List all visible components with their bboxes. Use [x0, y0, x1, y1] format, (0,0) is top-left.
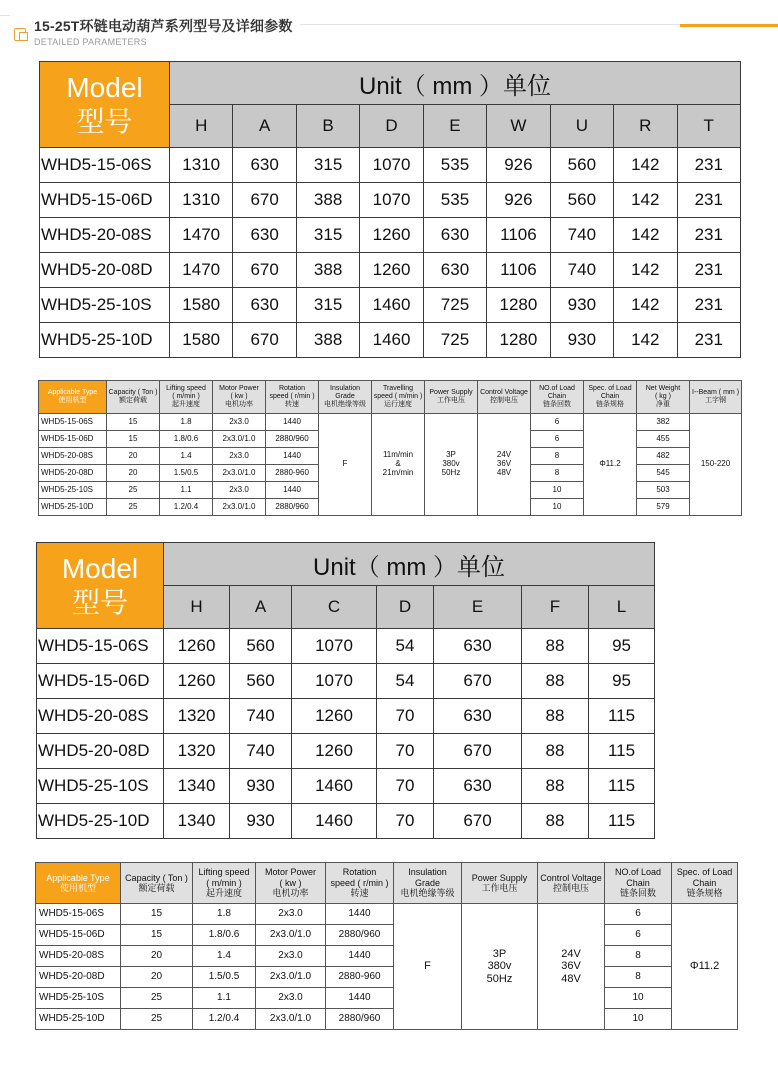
insulation-cell: F	[394, 904, 462, 1030]
net-weight-cell: 503	[637, 482, 690, 499]
motor-power-cell: 2x3.0	[256, 904, 326, 925]
dimension-cell: 1580	[170, 323, 233, 358]
lifting-speed-cell: 1.8	[193, 904, 256, 925]
lifting-speed-cell: 1.4	[193, 946, 256, 967]
model-name-cell: WHD5-20-08D	[37, 734, 164, 769]
chain-spec-cell: Φ11.2	[584, 414, 637, 516]
dimension-cell: 1470	[170, 253, 233, 288]
dimension-cell: 725	[423, 323, 486, 358]
dimension-cell: 54	[377, 664, 434, 699]
dimension-cell: 1070	[360, 148, 423, 183]
chain-count-cell: 8	[605, 946, 672, 967]
dimension-cell: 88	[522, 629, 589, 664]
rotation-speed-cell: 2880/960	[266, 431, 319, 448]
model-name-cell: WHD5-15-06D	[37, 664, 164, 699]
column-header-w: W	[487, 105, 550, 148]
dimension-table-2	[36, 542, 655, 839]
header-row	[37, 543, 655, 586]
chain-count-cell: 6	[605, 904, 672, 925]
table-row	[37, 629, 655, 664]
rotation-speed-cell: 1440	[326, 946, 394, 967]
chain-count-cell: 10	[605, 1009, 672, 1030]
spec-row	[36, 988, 738, 1009]
dimension-cell: 1460	[292, 769, 377, 804]
dimension-cell: 740	[550, 218, 613, 253]
dimension-cell: 670	[434, 804, 522, 839]
lifting-speed-cell: 1.5/0.5	[193, 967, 256, 988]
model-name-cell: WHD5-20-08D	[36, 967, 121, 988]
chain-count-cell: 10	[531, 482, 584, 499]
model-name-cell: WHD5-20-08D	[40, 253, 170, 288]
dimension-cell: 231	[677, 323, 741, 358]
capacity-cell: 15	[107, 431, 160, 448]
table-row	[40, 288, 741, 323]
dimension-cell: 630	[434, 699, 522, 734]
model-name-cell: WHD5-25-10D	[36, 1009, 121, 1030]
spec-header-cell: Lifting speed ( m/min ) 起升速度	[193, 863, 256, 904]
model-name-cell: WHD5-15-06D	[39, 431, 107, 448]
dimension-cell: 142	[614, 183, 677, 218]
spec-row	[36, 946, 738, 967]
dimension-cell: 1260	[292, 734, 377, 769]
spec-table-1	[38, 380, 742, 516]
header-rule-left	[0, 15, 10, 16]
dimension-cell: 142	[614, 288, 677, 323]
spec-header-cell: Capacity ( Ton ) 额定荷载	[107, 381, 160, 414]
dimension-cell: 1260	[360, 253, 423, 288]
motor-power-cell: 2x3.0	[256, 988, 326, 1009]
rotation-speed-cell: 2880/960	[326, 1009, 394, 1030]
dimension-cell: 54	[377, 629, 434, 664]
dimension-cell: 670	[233, 323, 296, 358]
lifting-speed-cell: 1.1	[193, 988, 256, 1009]
model-header-cell	[40, 62, 170, 148]
column-header-b: B	[296, 105, 359, 148]
model-name-cell: WHD5-25-10S	[37, 769, 164, 804]
model-name-cell: WHD5-25-10D	[40, 323, 170, 358]
dimension-cell: 1280	[487, 288, 550, 323]
model-name-cell: WHD5-15-06D	[40, 183, 170, 218]
dimension-cell: 630	[233, 218, 296, 253]
dimension-cell: 115	[589, 804, 655, 839]
rotation-speed-cell: 2880/960	[326, 925, 394, 946]
dimension-cell: 1580	[170, 288, 233, 323]
spec-header-cell: Insulation Grade 电机绝缘等级	[319, 381, 372, 414]
model-name-cell: WHD5-20-08S	[39, 448, 107, 465]
motor-power-cell: 2x3.0/1.0	[213, 499, 266, 516]
insulation-cell: F	[319, 414, 372, 516]
spec-header-cell: Motor Power ( kw ) 电机功率	[213, 381, 266, 414]
model-name-cell: WHD5-20-08S	[36, 946, 121, 967]
model-name-cell: WHD5-25-10D	[39, 499, 107, 516]
dimension-cell: 1070	[360, 183, 423, 218]
dimension-cell: 630	[423, 218, 486, 253]
column-header-e: E	[423, 105, 486, 148]
lifting-speed-cell: 1.2/0.4	[160, 499, 213, 516]
model-name-cell: WHD5-15-06D	[36, 925, 121, 946]
dimension-cell: 142	[614, 323, 677, 358]
model-name-cell: WHD5-15-06S	[40, 148, 170, 183]
header-accent-bar	[680, 24, 778, 27]
spec-header-cell: Control Voltage 控制电压	[478, 381, 531, 414]
spec-header-cell: Power Supply 工作电压	[425, 381, 478, 414]
control-voltage-cell: 24V 36V 48V	[478, 414, 531, 516]
dimension-cell: 930	[550, 288, 613, 323]
lifting-speed-cell: 1.2/0.4	[193, 1009, 256, 1030]
dimension-cell: 231	[677, 253, 741, 288]
dimension-cell: 670	[233, 183, 296, 218]
dimension-cell: 670	[434, 734, 522, 769]
chain-count-cell: 8	[531, 465, 584, 482]
dimension-cell: 1320	[164, 699, 230, 734]
dimension-cell: 95	[589, 629, 655, 664]
dimension-cell: 88	[522, 734, 589, 769]
spec-header-cell: Power Supply 工作电压	[462, 863, 538, 904]
dimension-cell: 630	[423, 253, 486, 288]
dimension-cell: 560	[550, 183, 613, 218]
table-row	[40, 253, 741, 288]
section-title: 15-25T环链电动葫芦系列型号及详细参数	[34, 18, 293, 34]
power-supply-cell: 3P 380v 50Hz	[425, 414, 478, 516]
table-row	[37, 769, 655, 804]
dimension-cell: 70	[377, 769, 434, 804]
chain-count-cell: 10	[605, 988, 672, 1009]
dimension-cell: 142	[614, 253, 677, 288]
spec-table-2	[35, 862, 738, 1030]
capacity-cell: 25	[121, 988, 193, 1009]
capacity-cell: 25	[107, 482, 160, 499]
net-weight-cell: 382	[637, 414, 690, 431]
lifting-speed-cell: 1.5/0.5	[160, 465, 213, 482]
lifting-speed-cell: 1.8/0.6	[193, 925, 256, 946]
dimension-cell: 930	[230, 769, 292, 804]
motor-power-cell: 2x3.0	[213, 482, 266, 499]
section-subtitle: DETAILED PARAMETERS	[34, 37, 147, 47]
column-header-t: T	[677, 105, 741, 148]
dimension-cell: 88	[522, 769, 589, 804]
capacity-cell: 25	[121, 1009, 193, 1030]
control-voltage-cell: 24V 36V 48V	[538, 904, 605, 1030]
motor-power-cell: 2x3.0/1.0	[256, 1009, 326, 1030]
dimension-cell: 1260	[292, 699, 377, 734]
dimension-cell: 142	[614, 148, 677, 183]
dimension-cell: 1280	[487, 323, 550, 358]
net-weight-cell: 579	[637, 499, 690, 516]
dimension-cell: 388	[296, 323, 359, 358]
model-label-cn: 型号	[76, 105, 133, 137]
spec-header-cell: NO.of Load Chain 链条回数	[605, 863, 672, 904]
document-icon	[14, 28, 26, 41]
table-row	[37, 664, 655, 699]
rotation-speed-cell: 1440	[266, 448, 319, 465]
dimension-cell: 88	[522, 699, 589, 734]
column-header-h: H	[164, 586, 230, 629]
dimension-cell: 88	[522, 804, 589, 839]
dimension-cell: 1106	[487, 218, 550, 253]
net-weight-cell: 455	[637, 431, 690, 448]
capacity-cell: 20	[121, 967, 193, 988]
model-label-en: Model	[66, 71, 143, 103]
spec-row	[36, 904, 738, 925]
net-weight-cell: 482	[637, 448, 690, 465]
dimension-cell: 70	[377, 734, 434, 769]
dimension-table-1	[39, 61, 741, 358]
spec-header-cell: Rotation speed ( r/min ) 转速	[266, 381, 319, 414]
dimension-cell: 315	[296, 288, 359, 323]
dimension-cell: 231	[677, 288, 741, 323]
rotation-speed-cell: 2880-960	[266, 465, 319, 482]
dimension-cell: 1260	[164, 664, 230, 699]
dimension-cell: 1460	[360, 323, 423, 358]
dimension-cell: 930	[230, 804, 292, 839]
dimension-cell: 630	[434, 769, 522, 804]
chain-count-cell: 6	[531, 414, 584, 431]
spec-row	[39, 414, 742, 431]
header-rule	[300, 24, 680, 25]
dimension-cell: 630	[233, 288, 296, 323]
rotation-speed-cell: 1440	[326, 904, 394, 925]
dimension-cell: 1260	[164, 629, 230, 664]
capacity-cell: 20	[107, 465, 160, 482]
dimension-cell: 1320	[164, 734, 230, 769]
spec-header-cell: Applicable Type 使用机型	[36, 863, 121, 904]
model-name-cell: WHD5-15-06S	[39, 414, 107, 431]
chain-count-cell: 8	[531, 448, 584, 465]
dimension-cell: 88	[522, 664, 589, 699]
motor-power-cell: 2x3.0/1.0	[256, 967, 326, 988]
dimension-cell: 95	[589, 664, 655, 699]
dimension-cell: 1460	[360, 288, 423, 323]
dimension-cell: 231	[677, 183, 741, 218]
column-header-l: L	[589, 586, 655, 629]
model-name-cell: WHD5-20-08S	[37, 699, 164, 734]
dimension-cell: 1310	[170, 183, 233, 218]
unit-header-cell: Unit（ mm ）单位	[170, 62, 741, 105]
dimension-cell: 315	[296, 218, 359, 253]
rotation-speed-cell: 1440	[326, 988, 394, 1009]
column-header-a: A	[233, 105, 296, 148]
capacity-cell: 15	[121, 925, 193, 946]
header-row	[40, 62, 741, 105]
capacity-cell: 20	[107, 448, 160, 465]
spec-header-cell: Control Voltage 控制电压	[538, 863, 605, 904]
column-header-r: R	[614, 105, 677, 148]
dimension-cell: 670	[434, 664, 522, 699]
column-header-e: E	[434, 586, 522, 629]
dimension-cell: 560	[230, 629, 292, 664]
chain-count-cell: 6	[605, 925, 672, 946]
section-header	[0, 0, 778, 56]
model-name-cell: WHD5-15-06S	[36, 904, 121, 925]
lifting-speed-cell: 1.8	[160, 414, 213, 431]
chain-count-cell: 10	[531, 499, 584, 516]
capacity-cell: 20	[121, 946, 193, 967]
motor-power-cell: 2x3.0/1.0	[213, 431, 266, 448]
power-supply-cell: 3P 380v 50Hz	[462, 904, 538, 1030]
dimension-cell: 670	[233, 253, 296, 288]
spec-header-cell: Applicable Type 使用机型	[39, 381, 107, 414]
table-row	[37, 734, 655, 769]
column-header-u: U	[550, 105, 613, 148]
travel-speed-cell: 11m/min & 21m/min	[372, 414, 425, 516]
dimension-cell: 560	[550, 148, 613, 183]
dimension-cell: 930	[550, 323, 613, 358]
spec-header-cell: Rotation speed ( r/min ) 转速	[326, 863, 394, 904]
table-row	[40, 148, 741, 183]
model-header-cell	[37, 543, 164, 629]
spec-header-cell: Capacity ( Ton ) 额定荷载	[121, 863, 193, 904]
dimension-cell: 115	[589, 769, 655, 804]
dimension-cell: 388	[296, 253, 359, 288]
dimension-cell: 740	[550, 253, 613, 288]
dimension-cell: 926	[487, 183, 550, 218]
dimension-cell: 1470	[170, 218, 233, 253]
rotation-speed-cell: 1440	[266, 482, 319, 499]
motor-power-cell: 2x3.0	[213, 414, 266, 431]
dimension-cell: 231	[677, 218, 741, 253]
spec-header-cell: Spec. of Load Chain 链条规格	[672, 863, 738, 904]
dimension-cell: 1070	[292, 629, 377, 664]
dimension-cell: 535	[423, 183, 486, 218]
dimension-cell: 630	[434, 629, 522, 664]
unit-header-cell: Unit（ mm ）单位	[164, 543, 655, 586]
table-row	[40, 323, 741, 358]
spec-header-cell: Travelling speed ( m/min ) 运行速度	[372, 381, 425, 414]
model-name-cell: WHD5-25-10S	[39, 482, 107, 499]
capacity-cell: 25	[107, 499, 160, 516]
table-row	[37, 804, 655, 839]
dimension-cell: 535	[423, 148, 486, 183]
column-header-d: D	[360, 105, 423, 148]
dimension-cell: 70	[377, 804, 434, 839]
column-header-h: H	[170, 105, 233, 148]
spec-header-cell: I--Beam ( mm ) 工字钢	[690, 381, 742, 414]
spec-header-row	[36, 863, 738, 904]
dimension-cell: 115	[589, 699, 655, 734]
spec-row	[36, 1009, 738, 1030]
spec-header-cell: NO.of Load Chain 链条回数	[531, 381, 584, 414]
spec-row	[36, 967, 738, 988]
model-name-cell: WHD5-20-08D	[39, 465, 107, 482]
motor-power-cell: 2x3.0/1.0	[213, 465, 266, 482]
column-header-f: F	[522, 586, 589, 629]
dimension-cell: 315	[296, 148, 359, 183]
spec-header-cell: Spec. of Load Chain 链条规格	[584, 381, 637, 414]
spec-header-cell: Lifting speed ( m/min ) 起升速度	[160, 381, 213, 414]
dimension-cell: 388	[296, 183, 359, 218]
table-row	[40, 218, 741, 253]
spec-header-cell: Net Weight ( kg ) 净重	[637, 381, 690, 414]
table-row	[37, 699, 655, 734]
rotation-speed-cell: 2880/960	[266, 499, 319, 516]
dimension-cell: 1106	[487, 253, 550, 288]
spec-header-cell: Motor Power ( kw ) 电机功率	[256, 863, 326, 904]
chain-count-cell: 6	[531, 431, 584, 448]
lifting-speed-cell: 1.1	[160, 482, 213, 499]
dimension-cell: 1260	[360, 218, 423, 253]
model-label-en: Model	[61, 552, 139, 584]
motor-power-cell: 2x3.0	[213, 448, 266, 465]
i-beam-cell: 150-220	[690, 414, 742, 516]
rotation-speed-cell: 1440	[266, 414, 319, 431]
dimension-cell: 725	[423, 288, 486, 323]
dimension-cell: 926	[487, 148, 550, 183]
chain-count-cell: 8	[605, 967, 672, 988]
model-name-cell: WHD5-25-10D	[37, 804, 164, 839]
dimension-cell: 1340	[164, 769, 230, 804]
net-weight-cell: 545	[637, 465, 690, 482]
spec-row	[36, 925, 738, 946]
dimension-cell: 142	[614, 218, 677, 253]
lifting-speed-cell: 1.8/0.6	[160, 431, 213, 448]
model-name-cell: WHD5-25-10S	[36, 988, 121, 1009]
dimension-cell: 1460	[292, 804, 377, 839]
dimension-cell: 630	[233, 148, 296, 183]
rotation-speed-cell: 2880-960	[326, 967, 394, 988]
model-name-cell: WHD5-15-06S	[37, 629, 164, 664]
table-row	[40, 183, 741, 218]
model-name-cell: WHD5-25-10S	[40, 288, 170, 323]
column-header-d: D	[377, 586, 434, 629]
dimension-cell: 231	[677, 148, 741, 183]
chain-spec-cell: Φ11.2	[672, 904, 738, 1030]
dimension-cell: 740	[230, 699, 292, 734]
capacity-cell: 15	[121, 904, 193, 925]
model-name-cell: WHD5-20-08S	[40, 218, 170, 253]
dimension-cell: 1310	[170, 148, 233, 183]
model-label-cn: 型号	[71, 586, 128, 618]
capacity-cell: 15	[107, 414, 160, 431]
spec-header-row	[39, 381, 742, 414]
dimension-cell: 1340	[164, 804, 230, 839]
dimension-cell: 740	[230, 734, 292, 769]
column-header-c: C	[292, 586, 377, 629]
column-header-a: A	[230, 586, 292, 629]
spec-header-cell: Insulation Grade 电机绝缘等级	[394, 863, 462, 904]
motor-power-cell: 2x3.0	[256, 946, 326, 967]
motor-power-cell: 2x3.0/1.0	[256, 925, 326, 946]
dimension-cell: 115	[589, 734, 655, 769]
lifting-speed-cell: 1.4	[160, 448, 213, 465]
dimension-cell: 70	[377, 699, 434, 734]
dimension-cell: 560	[230, 664, 292, 699]
dimension-cell: 1070	[292, 664, 377, 699]
